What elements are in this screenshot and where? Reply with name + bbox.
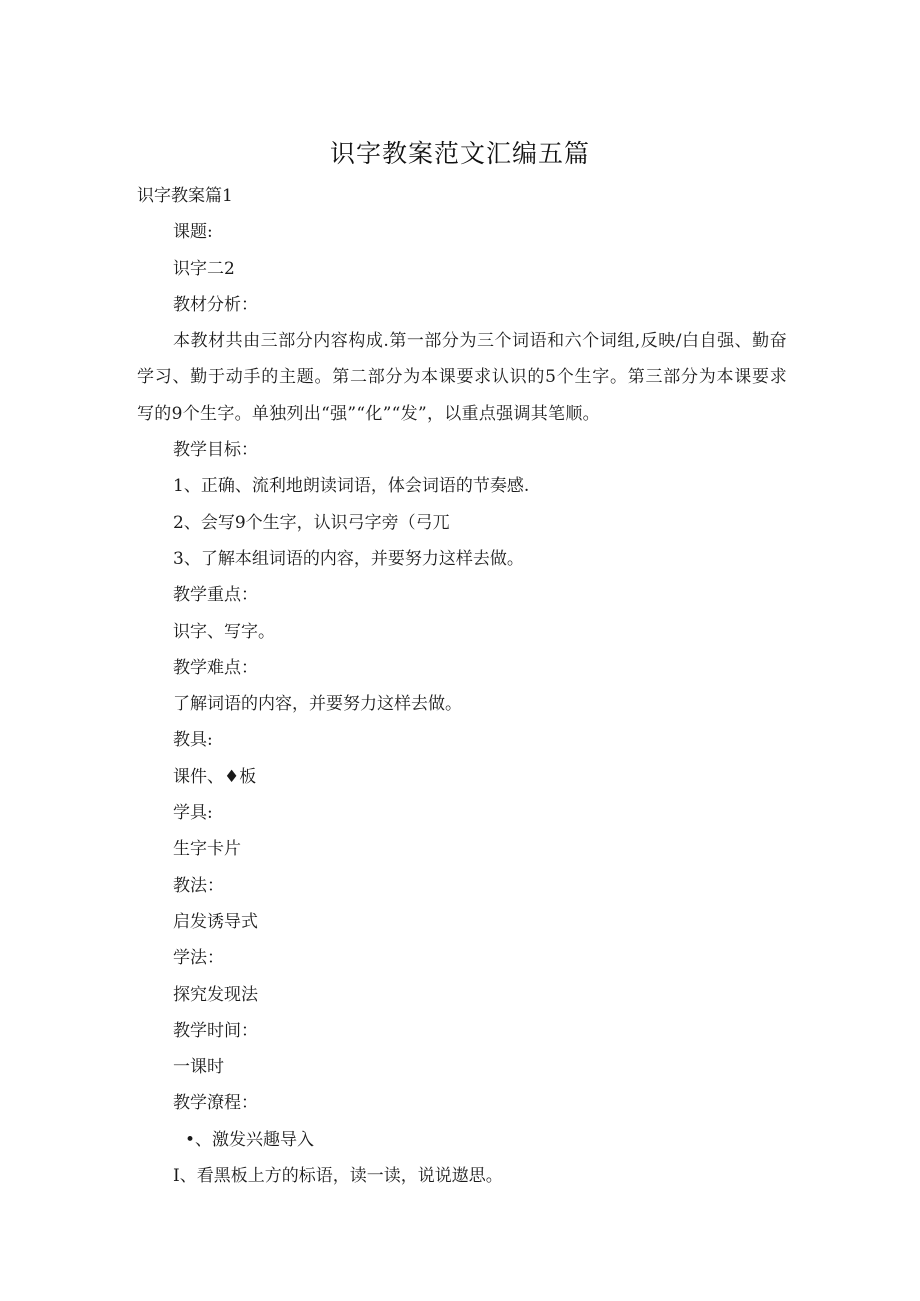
label-difficulties: 教学难点： [173,657,258,678]
teaching-method-value: 启发诱导式 [173,911,258,932]
label-student-tools: 学具: [173,803,213,824]
label-teaching-process: 教学潦程： [173,1093,258,1114]
label-teaching-method: 教法： [173,875,224,896]
label-learning-method: 学法： [173,948,224,969]
material-analysis-paragraph: 本教材共由三部分内容构成.第一部分为三个词语和六个词组,反映/白自强、勤奋学习、勤于动手的主题。第二部分为本课要求认识的5个生字。第三部分为本课要求写的9个生字。单独列出“强”“化”“发”，以重点强调其笔顺。 [137,331,787,424]
student-tools-value: 生字卡片 [173,839,241,860]
learning-method-value: 探究发现法 [173,984,258,1005]
topic-value: 识字二2 [173,258,235,279]
label-teaching-time: 教学时间： [173,1020,258,1041]
section-heading: 识字教案篇1 [137,186,233,206]
teaching-aids-value: 课件、♦板 [173,766,257,787]
teaching-time-value: 一课时 [173,1057,224,1078]
document-body [137,178,787,1194]
label-topic: 课题: [173,222,213,243]
goal-item-3: 3、了解本组词语的内容，并要努力这样去做。 [173,548,524,569]
process-step-heading: •、激发兴趣导入 [185,1129,315,1150]
label-teaching-aids: 教具: [173,730,213,751]
goal-item-2: 2、会写9个生字，认识弓字旁（弓兀 [173,512,450,533]
process-step-1: I、看黑板上方的标语，读一读，说说遨思。 [173,1166,503,1187]
label-teaching-goals: 教学目标： [173,440,258,461]
label-material-analysis: 教材分析： [173,294,258,315]
document-title: 识字教案范文汇编五篇 [329,139,590,168]
label-key-points: 教学重点： [173,585,258,606]
key-points-value: 识字、写字。 [173,621,275,642]
goal-item-1: 1、正确、流利地朗读词语，体会词语的节奏感. [173,476,530,497]
difficulties-value: 了解词语的内容，并要努力这样去做。 [173,694,462,715]
